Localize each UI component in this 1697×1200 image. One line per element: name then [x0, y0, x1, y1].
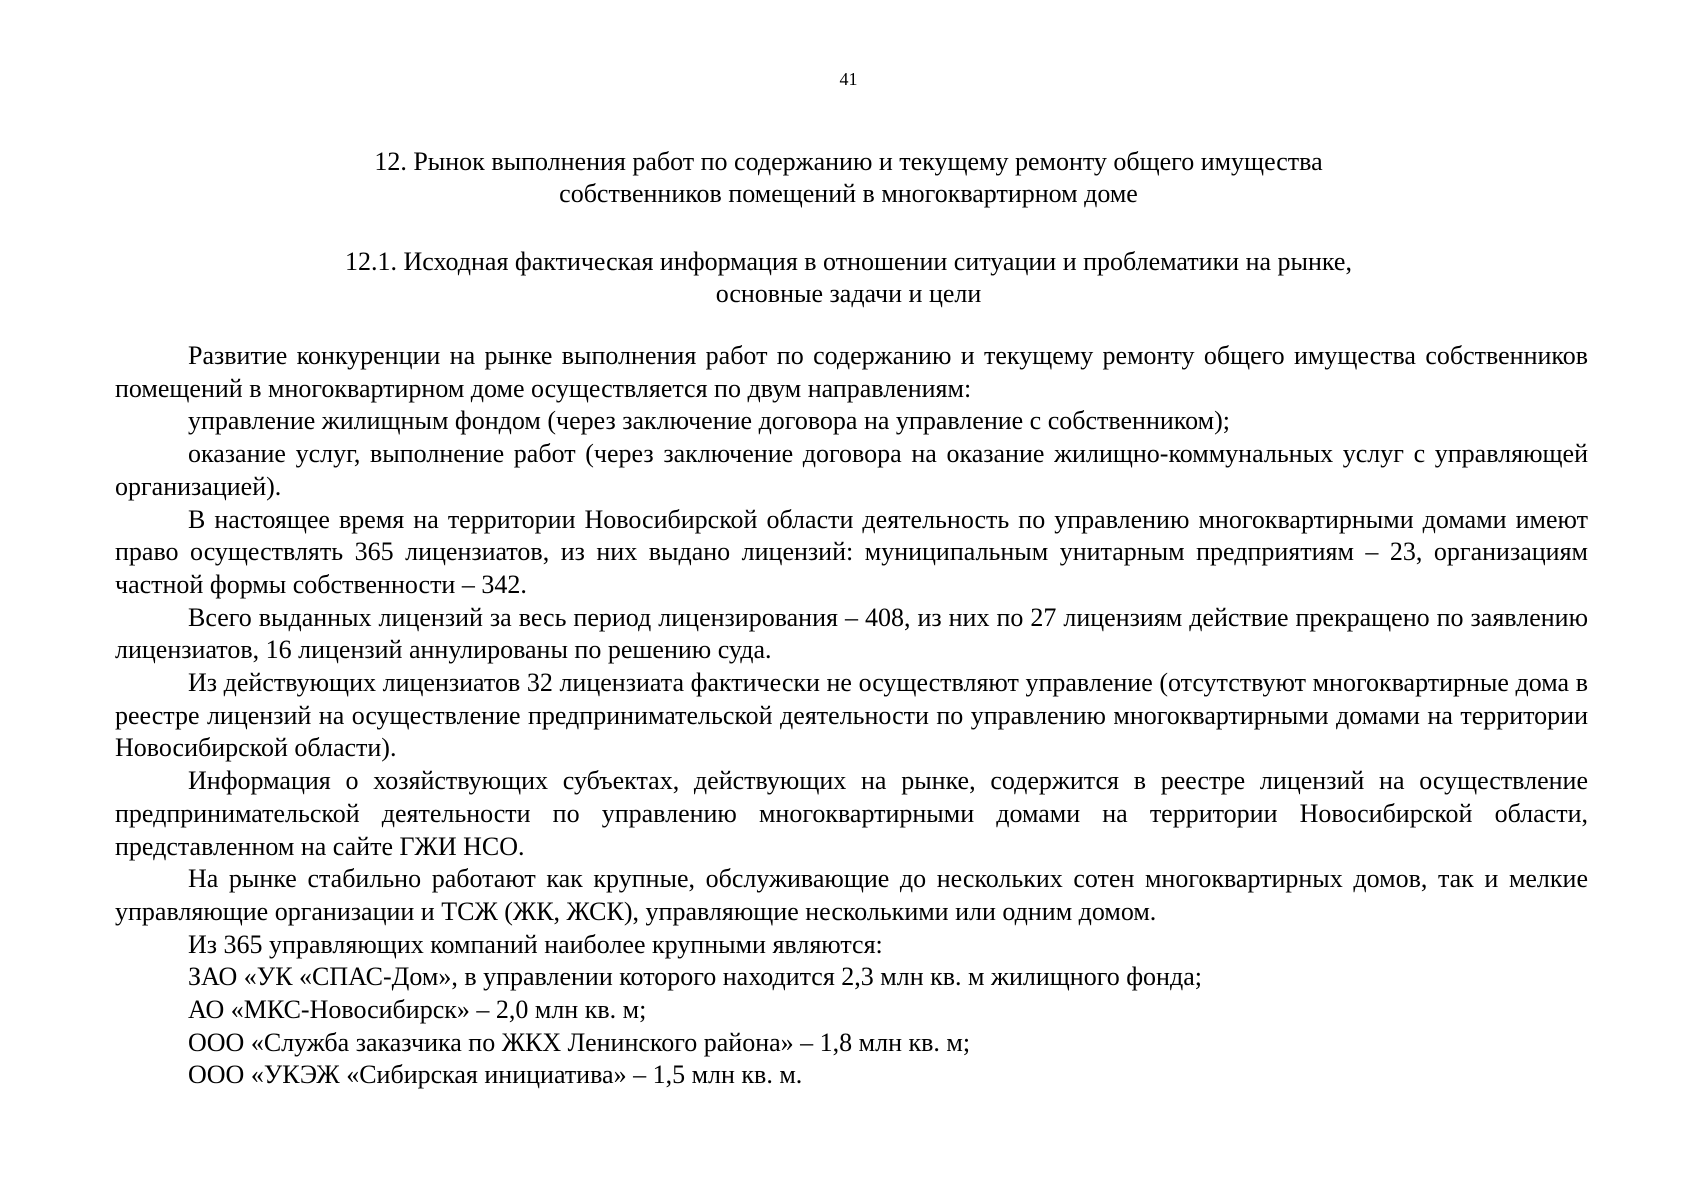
paragraph-largest-companies-intro: Из 365 управляющих компаний наиболее крупными являются:	[188, 929, 883, 959]
page-number: 41	[839, 69, 858, 89]
list-item-company-leninsky: ООО «Служба заказчика по ЖКХ Ленинского района» – 1,8 млн кв. м;	[188, 1027, 971, 1057]
section-heading-line-2: собственников помещений в многоквартирном доме	[559, 179, 1138, 208]
paragraph-inactive-licensees: Из действующих лицензиатов 32 лицензиата фактически не осуществляют управление (отсутствуют многоквартирные дома в реестре лицензий на осуществление предпринимательской деятельности по управлению многоквартирными домами на территории Новосибирской области).	[115, 668, 1588, 763]
paragraph-licensees-count: В настоящее время на территории Новосибирской области деятельность по управлению многоквартирными домами имеют право осуществлять 365 лицензиатов, из них выдано лицензий: муниципальным унитарным предприятиям – 23, организациям частной формы собственности – 342.	[115, 504, 1588, 599]
paragraph-market-players: На рынке стабильно работают как крупные, обслуживающие до нескольких сотен многоквартирных домов, так и мелкие управляющие организации и ТСЖ (ЖК, ЖСК), управляющие несколькими или одним домом.	[115, 864, 1588, 926]
list-item-company-mks: АО «МКС-Новосибирск» – 2,0 млн кв. м;	[188, 995, 647, 1025]
section-heading-line-1: 12. Рынок выполнения работ по содержанию и текущему ремонту общего имущества	[374, 147, 1323, 176]
document-body	[115, 340, 1588, 1092]
paragraph-competition-directions: Развитие конкуренции на рынке выполнения работ по содержанию и текущему ремонту общего имущества собственников помещений в многоквартирном доме осуществляется по двум направлениям:	[115, 341, 1588, 403]
list-item-company-spas-dom: ЗАО «УК «СПАС-Дом», в управлении которого находится 2,3 млн кв. м жилищного фонда;	[188, 962, 1202, 992]
list-item-company-sibirskaya: ООО «УКЭЖ «Сибирская инициатива» – 1,5 млн кв. м.	[188, 1060, 803, 1090]
paragraph-housing-management: управление жилищным фондом (через заключение договора на управление с собственником);	[188, 406, 1230, 436]
paragraph-services-provision: оказание услуг, выполнение работ (через заключение договора на оказание жилищно-коммунальных услуг с управляющей организацией).	[115, 439, 1588, 501]
subsection-heading-line-2: основные задачи и цели	[715, 279, 982, 308]
section-heading	[0, 146, 1697, 210]
subsection-heading	[0, 246, 1697, 310]
subsection-heading-line-1: 12.1. Исходная фактическая информация в отношении ситуации и проблематики на рынке,	[345, 247, 1352, 276]
paragraph-licenses-issued: Всего выданных лицензий за весь период лицензирования – 408, из них по 27 лицензиям действие прекращено по заявлению лицензиатов, 16 лицензий аннулированы по решению суда.	[115, 602, 1588, 665]
paragraph-registry-info: Информация о хозяйствующих субъектах, действующих на рынке, содержится в реестре лицензий на осуществление предпринимательской деятельности по управлению многоквартирными домами на территории Новосибирской области, представленном на сайте ГЖИ НСО.	[115, 766, 1588, 861]
